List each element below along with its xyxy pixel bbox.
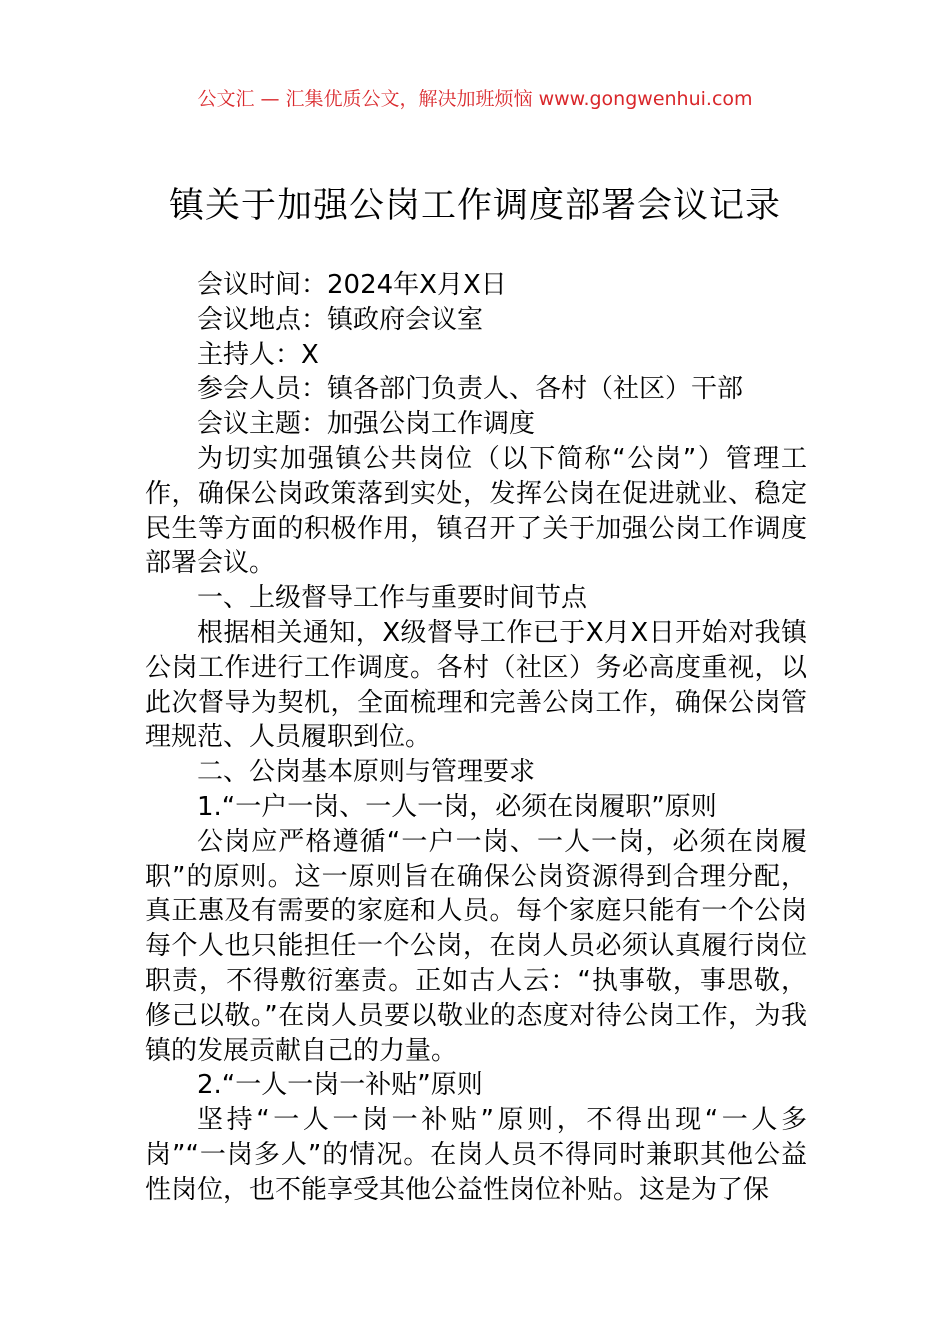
watermark-header: 公文汇 — 汇集优质公文，解决加班烦恼 www.gongwenhui.com: [197, 88, 753, 110]
subsection-1-paragraph: 公岗应严格遵循“一户一岗、一人一岗，必须在岗履职”的原则。这一原则旨在确保公岗资源得到合理分配，真正惠及有需要的家庭和人员。每个家庭只能有一个公岗每个人也只能担任一个公岗，在岗人员必须认真履行岗位职责，不得敷衍塞责。正如古人云：“执事敬，事思敬，修己以敬。”在岗人员要以敬业的态度对待公岗工作，为我镇的发展贡献自己的力量。: [145, 826, 807, 1066]
meeting-attendees: 参会人员：镇各部门负责人、各村（社区）干部: [197, 374, 744, 405]
section-1-heading: 一、上级督导工作与重要时间节点: [197, 583, 588, 614]
intro-paragraph: 为切实加强镇公共岗位（以下简称“公岗”）管理工作，确保公岗政策落到实处，发挥公岗在促进就业、稳定民生等方面的积极作用，镇召开了关于加强公岗工作调度部署会议。: [145, 443, 807, 579]
document-body: [145, 268, 807, 1208]
section-1-paragraph: 根据相关通知，X级督导工作已于X月X日开始对我镇公岗工作进行工作调度。各村（社区）务必高度重视，以此次督导为契机，全面梳理和完善公岗工作，确保公岗管理规范、人员履职到位。: [145, 617, 807, 753]
subsection-2-paragraph: 坚持“一人一岗一补贴”原则，不得出现“一人多岗”“一岗多人”的情况。在岗人员不得同时兼职其他公益性岗位，也不能享受其他公益性岗位补贴。这是为了保: [145, 1105, 807, 1205]
subsection-2-heading: 2.“一人一岗一补贴”原则: [197, 1070, 483, 1101]
section-2-heading: 二、公岗基本原则与管理要求: [197, 757, 536, 788]
meeting-topic: 会议主题：加强公岗工作调度: [197, 409, 536, 440]
document-title: 镇关于加强公岗工作调度部署会议记录: [168, 186, 781, 226]
meeting-time: 会议时间：2024年X月X日: [197, 270, 507, 300]
subsection-1-heading: 1.“一户一岗、一人一岗，必须在岗履职”原则: [197, 791, 717, 822]
meeting-location: 会议地点：镇政府会议室: [197, 304, 484, 335]
meeting-host: 主持人：X: [197, 339, 319, 370]
